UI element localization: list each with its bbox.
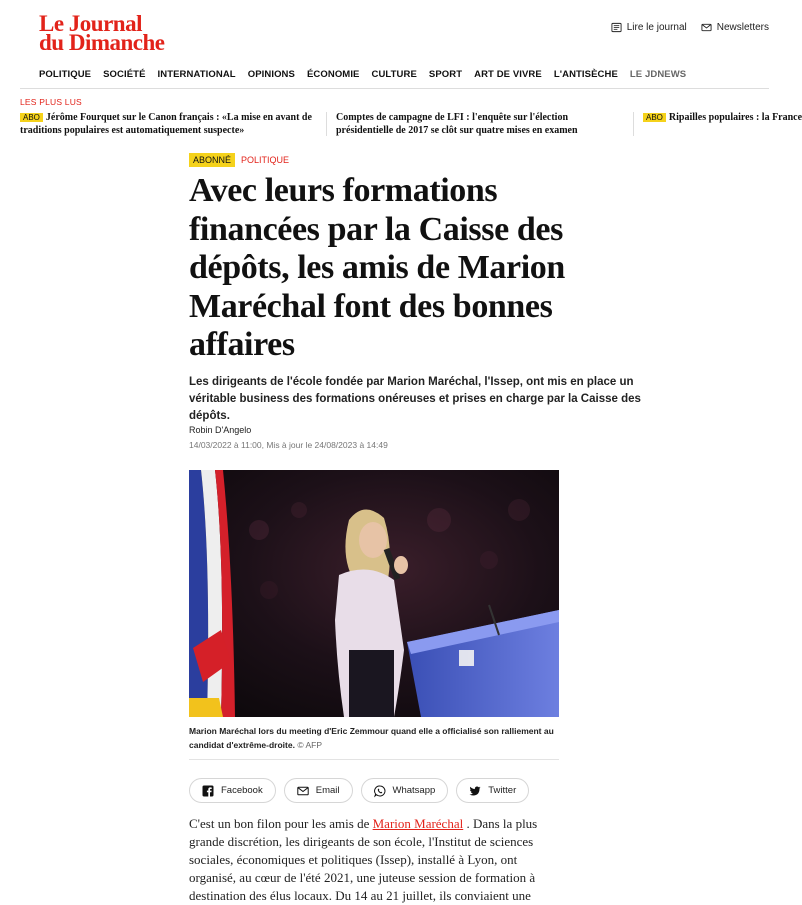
envelope-icon xyxy=(701,22,712,33)
article-body xyxy=(189,815,564,905)
most-read-item-3[interactable] xyxy=(643,112,802,125)
share-facebook-label: Facebook xyxy=(221,785,263,796)
logo-line-1: Le Journal xyxy=(39,11,142,36)
main-nav xyxy=(39,69,686,80)
email-icon xyxy=(297,785,309,797)
category-tag[interactable]: POLITIQUE xyxy=(241,155,290,165)
nav-international[interactable]: INTERNATIONAL xyxy=(157,69,236,80)
subscriber-badge: ABONNÉ xyxy=(189,153,235,167)
read-journal-label: Lire le journal xyxy=(626,22,687,33)
nav-politique[interactable]: POLITIQUE xyxy=(39,69,92,80)
article-tags xyxy=(189,153,289,167)
newsletters-label: Newsletters xyxy=(716,22,769,33)
site-header xyxy=(0,0,769,60)
caption-divider xyxy=(189,759,559,760)
marion-marechal-link[interactable]: Marion Maréchal xyxy=(372,816,464,831)
body-intro: C'est un bon filon pour les amis de xyxy=(189,816,370,831)
twitter-icon xyxy=(469,785,481,797)
nav-economie[interactable]: ÉCONOMIE xyxy=(306,69,360,80)
share-twitter-label: Twitter xyxy=(488,785,517,796)
body-continuation: . Dans la plus grande discrétion, les dirigeants de son école, l'Institut de sciences sociales, économiques et politiques (Issep), installé à Lyon, ont organisé, au cœur de l'été 2021, une juteuse session de formation à destination des élus locaux. Du 14 au 21 juillet, ils conviaient une xyxy=(189,816,538,903)
most-read-strip xyxy=(20,112,802,138)
top-links xyxy=(611,22,769,33)
logo-line-2: du Dimanche xyxy=(39,30,165,55)
most-read-item-2[interactable] xyxy=(336,112,626,137)
site-logo[interactable] xyxy=(39,11,165,55)
newsletters-link[interactable] xyxy=(701,22,769,33)
nav-sport[interactable]: SPORT xyxy=(428,69,463,80)
article-author[interactable]: Robin D'Angelo xyxy=(189,425,252,435)
photo-credit: © AFP xyxy=(297,740,322,750)
nav-art-de-vivre[interactable]: ART DE VIVRE xyxy=(474,69,542,80)
article-title: Avec leurs formations financées par la Caisse des dépôts, les amis de Marion Maréchal font des bonnes affaires xyxy=(189,172,565,363)
caption-text: Marion Maréchal lors du meeting d'Eric Zemmour quand elle a officialisé son ralliement au candidat d'extrême-droite. xyxy=(189,726,554,750)
share-email-button[interactable] xyxy=(284,778,353,803)
nav-divider xyxy=(20,88,769,89)
most-read-separator xyxy=(633,112,634,136)
article-dates: 14/03/2022 à 11:00, Mis à jour le 24/08/2023 à 14:49 xyxy=(189,440,388,450)
facebook-icon xyxy=(202,785,214,797)
share-whatsapp-button[interactable] xyxy=(361,778,449,803)
read-journal-link[interactable] xyxy=(611,22,687,33)
abo-badge: ABO xyxy=(20,113,43,122)
most-read-separator xyxy=(326,112,327,136)
article-standfirst: Les dirigeants de l'école fondée par Marion Maréchal, l'Issep, ont mis en place un véritable business des formations onéreuses et prises en charge par la Caisse des dépôts. xyxy=(189,376,641,422)
whatsapp-icon xyxy=(374,785,386,797)
nav-antiseche[interactable]: L'ANTISÈCHE xyxy=(553,69,618,80)
most-read-label: LES PLUS LUS xyxy=(20,97,82,107)
photo-caption xyxy=(189,724,559,752)
nav-jdnews[interactable]: LE JDNEWS xyxy=(629,69,687,80)
abo-badge: ABO xyxy=(643,113,666,122)
nav-culture[interactable]: CULTURE xyxy=(371,69,417,80)
nav-societe[interactable]: SOCIÉTÉ xyxy=(103,69,146,80)
most-read-text: Jérôme Fourquet sur le Canon français : «La mise en avant de traditions populaires est automatiquement suspecte» xyxy=(20,112,312,136)
share-facebook-button[interactable] xyxy=(189,778,276,803)
share-bar xyxy=(189,778,529,803)
most-read-text: Comptes de campagne de LFI : l'enquête sur l'élection présidentielle de 2017 se clôt sur quatre mises en examen xyxy=(336,112,578,136)
newspaper-icon xyxy=(611,22,622,33)
most-read-item-1[interactable] xyxy=(20,112,315,137)
share-whatsapp-label: Whatsapp xyxy=(392,785,436,796)
photo-illustration xyxy=(189,470,559,717)
most-read-text: Ripailles populaires : la France xyxy=(668,112,802,123)
article-photo xyxy=(189,470,559,717)
share-email-label: Email xyxy=(315,785,340,796)
nav-opinions[interactable]: OPINIONS xyxy=(247,69,295,80)
share-twitter-button[interactable] xyxy=(456,778,529,803)
